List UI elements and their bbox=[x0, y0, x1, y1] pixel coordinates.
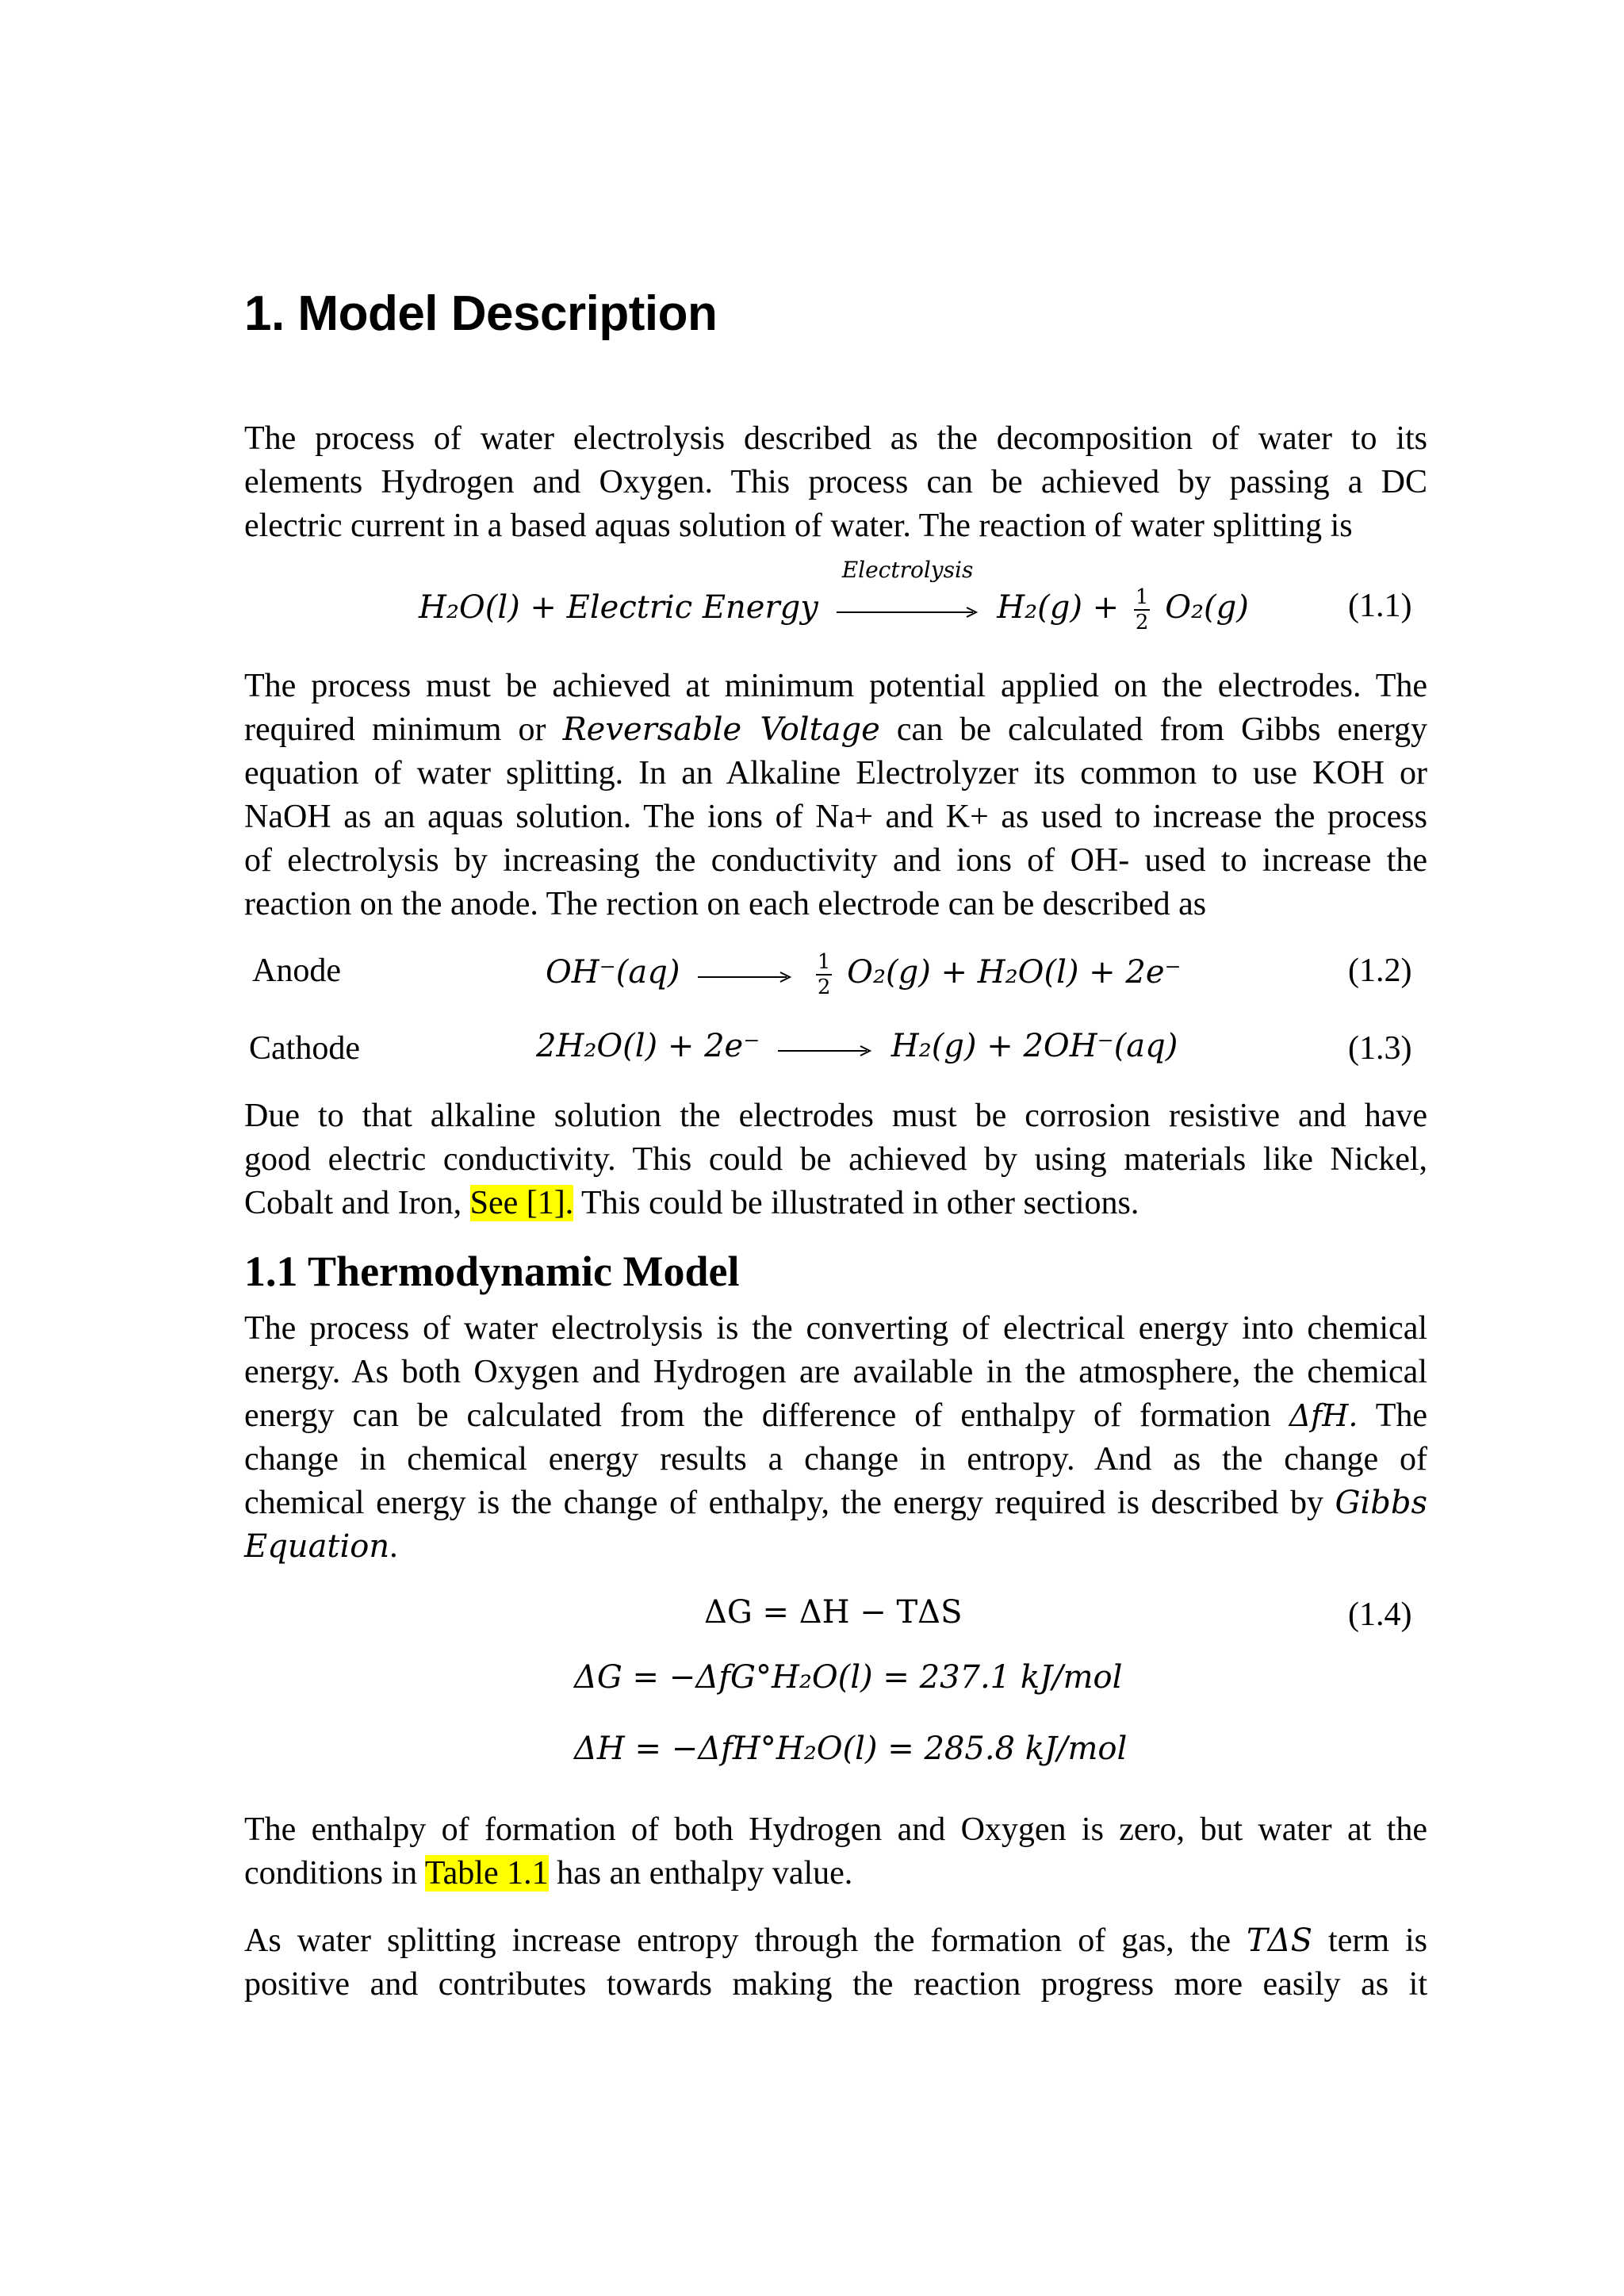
text-line: energy. As both Oxygen and Hydrogen are available in the atmosphere, the chemical bbox=[244, 1354, 1427, 1390]
long-right-arrow-icon bbox=[778, 1043, 873, 1059]
long-right-arrow-icon bbox=[837, 604, 979, 620]
thermodynamic-paragraph bbox=[244, 1307, 1427, 1569]
text-line: positive and contributes towards making the reaction progress more easily as it bbox=[244, 1966, 1427, 2003]
text-line: NaOH as an aquas solution. The ions of Na+ and K+ as used to increase the process bbox=[244, 799, 1427, 835]
text-line: good electric conductivity. This could be achieved by using materials like Nickel, bbox=[244, 1141, 1427, 1178]
text-line: equation of water splitting. In an Alkaline Electrolyzer its common to use KOH or bbox=[244, 755, 1427, 792]
equation-lhs: 2H₂O(l) + 2e⁻ bbox=[536, 1028, 760, 1064]
equation-rhs: = 237.1 kJ/mol bbox=[883, 1659, 1123, 1696]
fraction-half: $\frac{1}{2}$ bbox=[1135, 585, 1149, 634]
text-line: Cobalt and Iron, See [1]. This could be illustrated in other sections. bbox=[244, 1185, 1139, 1221]
text-line: chemical energy is the change of enthalpy, the energy required is described by Gibbs bbox=[244, 1485, 1427, 1521]
cathode-label: Cathode bbox=[249, 1030, 360, 1067]
emphasis-term: Equation bbox=[244, 1528, 390, 1565]
emphasis-term: Reversable Voltage bbox=[562, 711, 880, 748]
reversible-voltage-paragraph bbox=[244, 665, 1427, 926]
subsection-heading: 1.1 Thermodynamic Model bbox=[244, 1248, 740, 1295]
reaction-arrow bbox=[698, 956, 793, 993]
gibbs-value-equation bbox=[574, 1659, 1122, 1696]
text-line: energy can be calculated from the difference of enthalpy of formation ΔfH. The bbox=[244, 1397, 1427, 1434]
equation-rhs: O₂(g) + H₂O(l) + 2e⁻ bbox=[847, 954, 1182, 991]
intro-paragraph bbox=[244, 417, 1427, 548]
equation-rhs-a: H₂(g) + bbox=[997, 589, 1120, 626]
math-inline: TΔS bbox=[1247, 1922, 1312, 1959]
equation-rhs-b: O₂(g) bbox=[1165, 589, 1249, 626]
equation-lhs: H₂O(l) + Electric Energy bbox=[419, 589, 818, 626]
fraction-half: $\frac{1}{2}$ bbox=[817, 950, 831, 999]
equation-number: (1.4) bbox=[1348, 1596, 1412, 1633]
emphasis-term: Gibbs bbox=[1335, 1485, 1427, 1521]
section-heading: 1. Model Description bbox=[244, 286, 718, 341]
text-line: Equation. bbox=[244, 1528, 398, 1565]
equation-lhs: OH⁻(aq) bbox=[546, 954, 680, 991]
text-line: of electrolysis by increasing the conductivity and ions of OH- used to increase the bbox=[244, 842, 1427, 879]
electrodes-paragraph bbox=[244, 1094, 1427, 1225]
enthalpy-value-equation bbox=[574, 1731, 1127, 1767]
text-line: The process of water electrolysis described as the decomposition of water to its bbox=[244, 420, 1427, 457]
math-inline: ΔfH. bbox=[1289, 1398, 1358, 1433]
text-line: reaction on the anode. The rection on each electrode can be described as bbox=[244, 886, 1207, 922]
text-line: As water splitting increase entropy through the formation of gas, the TΔS term is bbox=[244, 1922, 1428, 1959]
arrow-label: Electrolysis bbox=[841, 557, 974, 583]
equation-number: (1.2) bbox=[1348, 953, 1412, 989]
text-line: Due to that alkaline solution the electrodes must be corrosion resistive and have bbox=[244, 1098, 1427, 1134]
text-line: conditions in Table 1.1 has an enthalpy value. bbox=[244, 1855, 853, 1892]
reference-link[interactable]: See [1]. bbox=[469, 1185, 574, 1221]
equation-rhs: = 285.8 kJ/mol bbox=[887, 1731, 1128, 1767]
long-right-arrow-icon bbox=[698, 969, 793, 985]
text-line: electric current in a based aquas solution of water. The reaction of water splitting is bbox=[244, 508, 1353, 544]
equation-lhs: ΔG = −ΔfG°H₂O(l) bbox=[574, 1659, 873, 1696]
equation-1-4: ΔG = ΔH − TΔS bbox=[704, 1594, 963, 1631]
equation-rhs: H₂(g) + 2OH⁻(aq) bbox=[891, 1028, 1178, 1064]
anode-label: Anode bbox=[252, 953, 341, 989]
equation-1-1 bbox=[419, 557, 1249, 634]
text-line: elements Hydrogen and Oxygen. This process can be achieved by passing a DC bbox=[244, 464, 1427, 500]
equation-1-2 bbox=[546, 950, 1182, 999]
text-line: The enthalpy of formation of both Hydrogen and Oxygen is zero, but water at the bbox=[244, 1811, 1427, 1848]
equation-number: (1.3) bbox=[1348, 1030, 1412, 1067]
enthalpy-paragraph bbox=[244, 1808, 1427, 1895]
equation-number: (1.1) bbox=[1348, 588, 1412, 624]
text-line: required minimum or Reversable Voltage can be calculated from Gibbs energy bbox=[244, 711, 1428, 748]
text-line: change in chemical energy results a change in entropy. And as the change of bbox=[244, 1441, 1427, 1478]
equation-1-3 bbox=[536, 1028, 1178, 1067]
text-line: The process of water electrolysis is the converting of electrical energy into chemical bbox=[244, 1310, 1427, 1347]
table-reference-link[interactable]: Table 1.1 bbox=[424, 1855, 549, 1892]
reaction-arrow bbox=[837, 557, 979, 628]
entropy-paragraph bbox=[244, 1919, 1427, 2007]
equation-lhs: ΔH = −ΔfH°H₂O(l) bbox=[574, 1731, 878, 1767]
text-line: The process must be achieved at minimum potential applied on the electrodes. The bbox=[244, 668, 1427, 704]
reaction-arrow bbox=[778, 1030, 873, 1067]
